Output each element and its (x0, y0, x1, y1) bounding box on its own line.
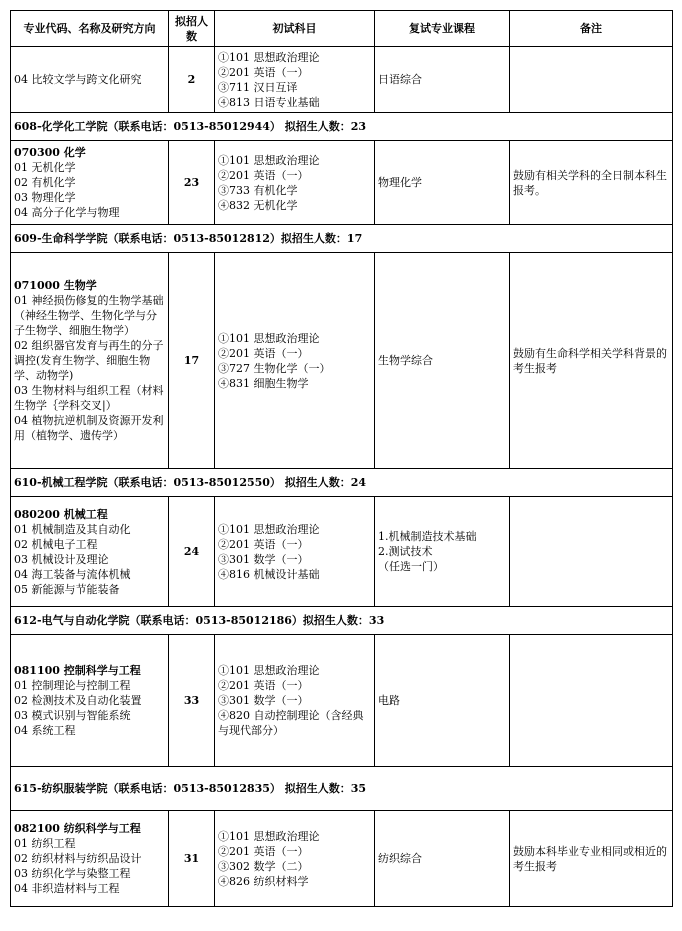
major-direction: 03 生物材料与组织工程（材料生物学｛学科交叉|） (14, 384, 164, 412)
exam-subject: ④832 无机化学 (218, 198, 298, 212)
remark-cell: 鼓励有生命科学相关学科背景的考生报考 (510, 253, 673, 469)
college-615: 615-纺织服装学院（联系电话：0513-85012835） 拟招生人数：35 (11, 767, 673, 811)
exam-subject: ①101 思想政治理论 (218, 664, 320, 677)
major-direction: 01 神经损伤修复的生物学基础（神经生物学、生物化学与分子生物学、细胞生物学） (14, 294, 164, 337)
major-cell (11, 497, 169, 607)
exam-subject: ③302 数学（二） (218, 859, 309, 873)
major-cell (11, 253, 169, 469)
exam-subject: ④831 细胞生物学 (218, 376, 309, 390)
major-direction: 02 机械电子工程 (14, 537, 98, 551)
exam-subject: ③301 数学（一） (218, 694, 309, 707)
retest-cell (375, 497, 510, 607)
retest-cell: 日语综合 (375, 47, 510, 113)
major-cell (11, 635, 169, 767)
header-exam: 初试科目 (215, 11, 375, 47)
college-row (11, 767, 673, 811)
admission-table (10, 10, 673, 907)
retest-cell: 生物学综合 (375, 253, 510, 469)
retest-cell: 物理化学 (375, 141, 510, 225)
major-direction: 04 系统工程 (14, 724, 76, 737)
major-direction: 03 机械设计及理论 (14, 552, 109, 566)
major-direction: 01 控制理论与控制工程 (14, 679, 131, 692)
exam-subject: ④813 日语专业基础 (218, 95, 320, 109)
header-row (11, 11, 673, 47)
retest-course: 1.机械制造技术基础 (378, 530, 477, 543)
major-title: 071000 生物学 (14, 279, 97, 292)
major-direction: 04 海工装备与流体机械 (14, 567, 131, 581)
exam-subject: ③727 生物化学（一） (218, 361, 331, 375)
major-cell (11, 47, 169, 113)
major-direction: 03 物理化学 (14, 191, 76, 204)
exam-subject: ③733 有机化学 (218, 183, 298, 197)
major-direction: 02 检测技术及自动化装置 (14, 694, 142, 707)
header-remark: 备注 (510, 11, 673, 47)
count-cell: 23 (169, 141, 215, 225)
exam-subject: ①101 思想政治理论 (218, 829, 320, 843)
remark-cell (510, 497, 673, 607)
exam-cell (215, 497, 375, 607)
major-direction: 03 模式识别与智能系统 (14, 709, 131, 722)
college-612: 612-电气与自动化学院（联系电话：0513-85012186）拟招生人数：33 (11, 607, 673, 635)
remark-cell (510, 635, 673, 767)
table-row (11, 253, 673, 469)
exam-subject: ③711 汉日互译 (218, 80, 298, 94)
retest-cell: 电路 (375, 635, 510, 767)
major-direction: 04 非织造材料与工程 (14, 882, 120, 895)
college-row (11, 225, 673, 253)
exam-subject: ②201 英语（一） (218, 679, 309, 692)
major-direction: 01 纺织工程 (14, 837, 76, 850)
retest-course: 2.测试技术 (378, 545, 433, 558)
major-direction: 01 机械制造及其自动化 (14, 522, 131, 536)
college-609: 609-生命科学学院（联系电话：0513-85012812）拟招生人数：17 (11, 225, 673, 253)
table-row (11, 811, 673, 907)
remark-cell: 鼓励有相关学科的全日制本科生报考。 (510, 141, 673, 225)
major-direction: 04 比较文学与跨文化研究 (14, 73, 142, 86)
remark-cell (510, 47, 673, 113)
exam-cell (215, 635, 375, 767)
count-cell: 2 (169, 47, 215, 113)
major-direction: 01 无机化学 (14, 161, 76, 174)
major-direction: 02 纺织材料与纺织品设计 (14, 852, 142, 865)
exam-subject: ④826 纺织材料学 (218, 874, 309, 888)
retest-cell: 纺织综合 (375, 811, 510, 907)
major-direction: 04 植物抗逆机制及资源开发利用（植物学、遗传学） (14, 414, 164, 442)
major-direction: 05 新能源与节能装备 (14, 582, 120, 596)
header-major: 专业代码、名称及研究方向 (11, 11, 169, 47)
major-direction: 04 高分子化学与物理 (14, 206, 120, 219)
major-direction: 02 组织器官发育与再生的分子调控(发育生物学、细胞生物学、动物学) (14, 339, 164, 382)
major-cell (11, 141, 169, 225)
count-cell: 17 (169, 253, 215, 469)
college-610: 610-机械工程学院（联系电话：0513-85012550） 拟招生人数：24 (11, 469, 673, 497)
major-title: 070300 化学 (14, 146, 86, 159)
college-row (11, 113, 673, 141)
exam-cell (215, 811, 375, 907)
exam-subject: ②201 英语（一） (218, 844, 309, 858)
count-cell: 24 (169, 497, 215, 607)
table-row (11, 635, 673, 767)
exam-subject: ③301 数学（一） (218, 552, 309, 566)
exam-subject: ①101 思想政治理论 (218, 50, 320, 64)
major-title: 080200 机械工程 (14, 507, 108, 521)
exam-cell (215, 141, 375, 225)
major-title: 081100 控制科学与工程 (14, 664, 141, 677)
exam-subject: ①101 思想政治理论 (218, 153, 320, 167)
college-row (11, 607, 673, 635)
exam-subject: ②201 英语（一） (218, 346, 309, 360)
header-count: 拟招人数 (169, 11, 215, 47)
major-title: 082100 纺织科学与工程 (14, 822, 141, 835)
count-cell: 31 (169, 811, 215, 907)
major-direction: 02 有机化学 (14, 176, 76, 189)
exam-subject: ④816 机械设计基础 (218, 567, 320, 581)
exam-subject: ②201 英语（一） (218, 537, 309, 551)
exam-subject: ①101 思想政治理论 (218, 522, 320, 536)
college-row (11, 469, 673, 497)
exam-cell (215, 47, 375, 113)
table-row (11, 497, 673, 607)
exam-cell (215, 253, 375, 469)
exam-subject: ④820 自动控制理论（含经典与现代部分） (218, 709, 364, 737)
retest-note: （任选一门） (378, 560, 444, 573)
exam-subject: ①101 思想政治理论 (218, 331, 320, 345)
major-direction: 03 纺织化学与染整工程 (14, 867, 131, 880)
table-row (11, 141, 673, 225)
table-row (11, 47, 673, 113)
college-608: 608-化学化工学院（联系电话：0513-85012944） 拟招生人数：23 (11, 113, 673, 141)
exam-subject: ②201 英语（一） (218, 168, 309, 182)
remark-cell: 鼓励本科毕业专业相同或相近的考生报考 (510, 811, 673, 907)
count-cell: 33 (169, 635, 215, 767)
header-retest: 复试专业课程 (375, 11, 510, 47)
major-cell (11, 811, 169, 907)
exam-subject: ②201 英语（一） (218, 65, 309, 79)
